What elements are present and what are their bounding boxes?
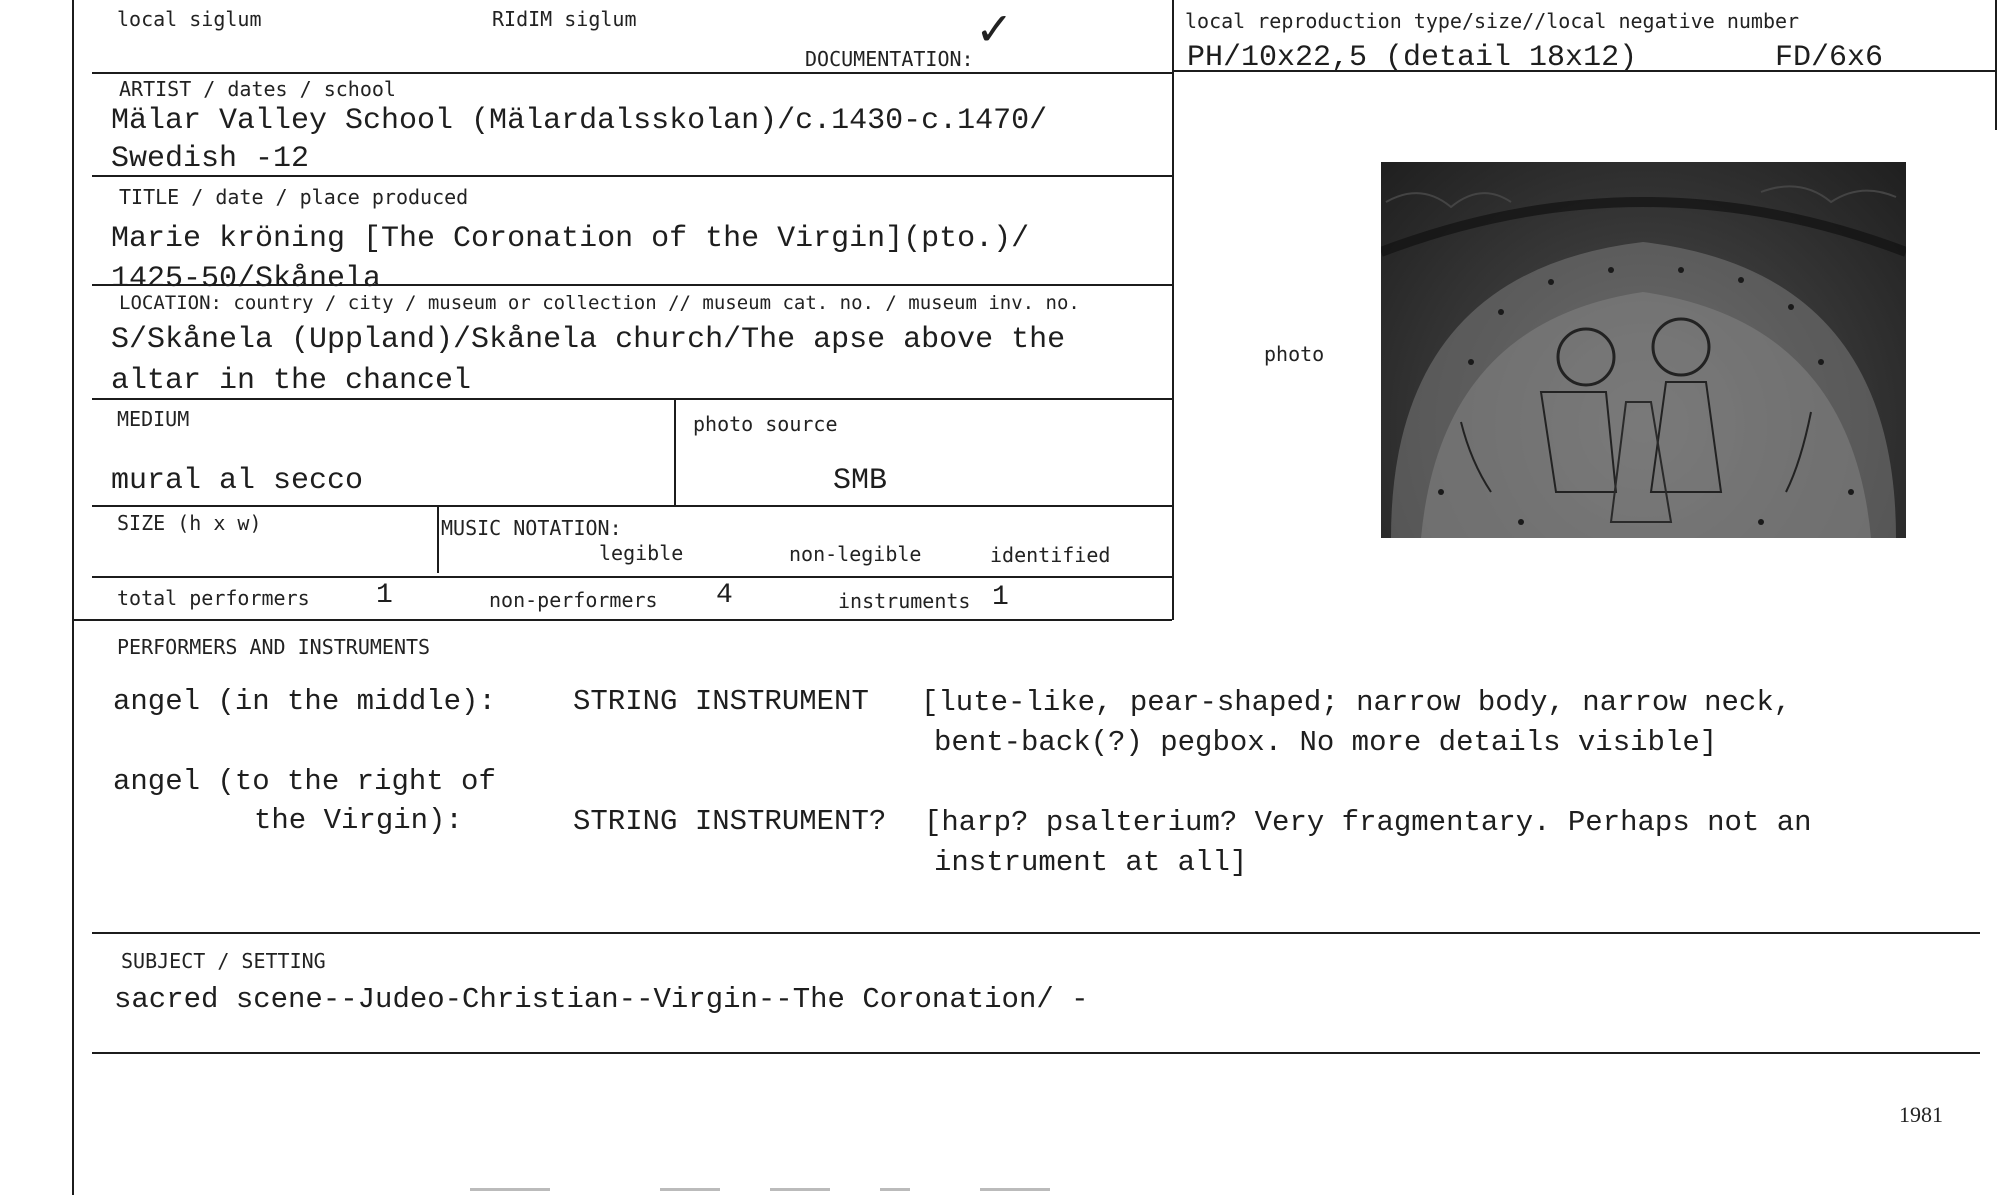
performer-2-name-1: angel (to the right of [113, 765, 496, 798]
performer-1-desc-1: [lute-like, pear-shaped; narrow body, narrow neck, [921, 686, 1792, 719]
documentation-label: DOCUMENTATION: [805, 47, 974, 71]
non-performers-label: non-performers [489, 588, 658, 612]
rule-artist-top [92, 72, 1172, 74]
bottom-edge-mark [660, 1188, 720, 1191]
subject-label: SUBJECT / SETTING [121, 949, 326, 973]
year-stamp: 1981 [1899, 1102, 1943, 1127]
title-line-2: 1425-50/Skånela [111, 262, 382, 296]
total-performers-value: 1 [376, 580, 393, 611]
title-line-1: Marie kröning [The Coronation of the Virgin](pto.)/ [111, 222, 1030, 256]
performer-2-desc-2: instrument at all] [934, 846, 1248, 879]
rule-size-vertical [437, 505, 439, 573]
rule-medium-top [92, 398, 1172, 400]
location-line-2: altar in the chancel [111, 364, 472, 398]
negative-value: FD/6x6 [1775, 41, 1884, 75]
legible-label: legible [599, 541, 684, 565]
artist-line-1: Mälar Valley School (Mälardalsskolan)/c.1430-c.1470/ [111, 104, 1048, 138]
medium-label: MEDIUM [117, 407, 190, 431]
performer-2-name-2: the Virgin): [254, 804, 463, 837]
total-performers-label: total performers [117, 586, 310, 610]
title-label: TITLE / date / place produced [119, 185, 469, 209]
right-border [1995, 0, 1997, 130]
bottom-edge-mark [980, 1188, 1050, 1191]
photo-label: photo [1264, 342, 1325, 366]
documentation-checkmark: ✓ [975, 2, 1014, 56]
bottom-edge-mark [770, 1188, 830, 1191]
location-label: LOCATION: country / city / museum or collection // museum cat. no. / museum inv. no. [119, 292, 1080, 314]
artist-line-2: Swedish -12 [111, 142, 310, 176]
medium-value: mural al secco [111, 464, 364, 498]
performer-1-instrument: STRING INSTRUMENT [573, 685, 869, 718]
rule-counts-top [92, 576, 1172, 578]
rule-performers-top [72, 619, 1172, 621]
performer-1-desc-2: bent-back(?) pegbox. No more details visible] [934, 726, 1718, 759]
rule-medium-vertical [674, 398, 676, 505]
reproduction-label: local reproduction type/size//local negative number [1185, 9, 1800, 33]
non-legible-label: non-legible [789, 542, 922, 566]
apse-mural-photo [1381, 162, 1906, 538]
middle-divider [1172, 0, 1174, 620]
rule-subject-top [92, 932, 1980, 934]
ridim-siglum-label: RIdIM siglum [492, 7, 637, 31]
left-border [72, 0, 74, 1195]
non-performers-value: 4 [716, 580, 733, 611]
apse-mural-drawing [1381, 162, 1906, 538]
reproduction-value: PH/10x22,5 (detail 18x12) [1187, 41, 1638, 75]
instruments-value: 1 [992, 582, 1009, 613]
performer-2-desc-1: [harp? psalterium? Very fragmentary. Perhaps not an [924, 806, 1812, 839]
photo-source-value: SMB [833, 464, 888, 498]
rule-size-top [92, 505, 1172, 507]
instruments-label: instruments [838, 589, 971, 613]
location-line-1: S/Skånela (Uppland)/Skånela church/The apse above the [111, 323, 1066, 357]
music-notation-label: MUSIC NOTATION: [441, 516, 622, 540]
artist-label: ARTIST / dates / school [119, 77, 396, 101]
size-label: SIZE (h x w) [117, 511, 262, 535]
local-siglum-label: local siglum [117, 7, 262, 31]
subject-value: sacred scene--Judeo-Christian--Virgin--The Coronation/ - [114, 983, 1089, 1016]
performer-2-instrument: STRING INSTRUMENT? [573, 805, 887, 838]
performers-label: PERFORMERS AND INSTRUMENTS [117, 635, 431, 659]
bottom-edge-mark [880, 1188, 910, 1191]
bottom-edge-mark [470, 1188, 550, 1191]
rule-subject-bottom [92, 1052, 1980, 1054]
identified-label: identified [990, 543, 1111, 567]
photo-source-label: photo source [693, 412, 838, 436]
performer-1-name: angel (in the middle): [113, 685, 496, 718]
